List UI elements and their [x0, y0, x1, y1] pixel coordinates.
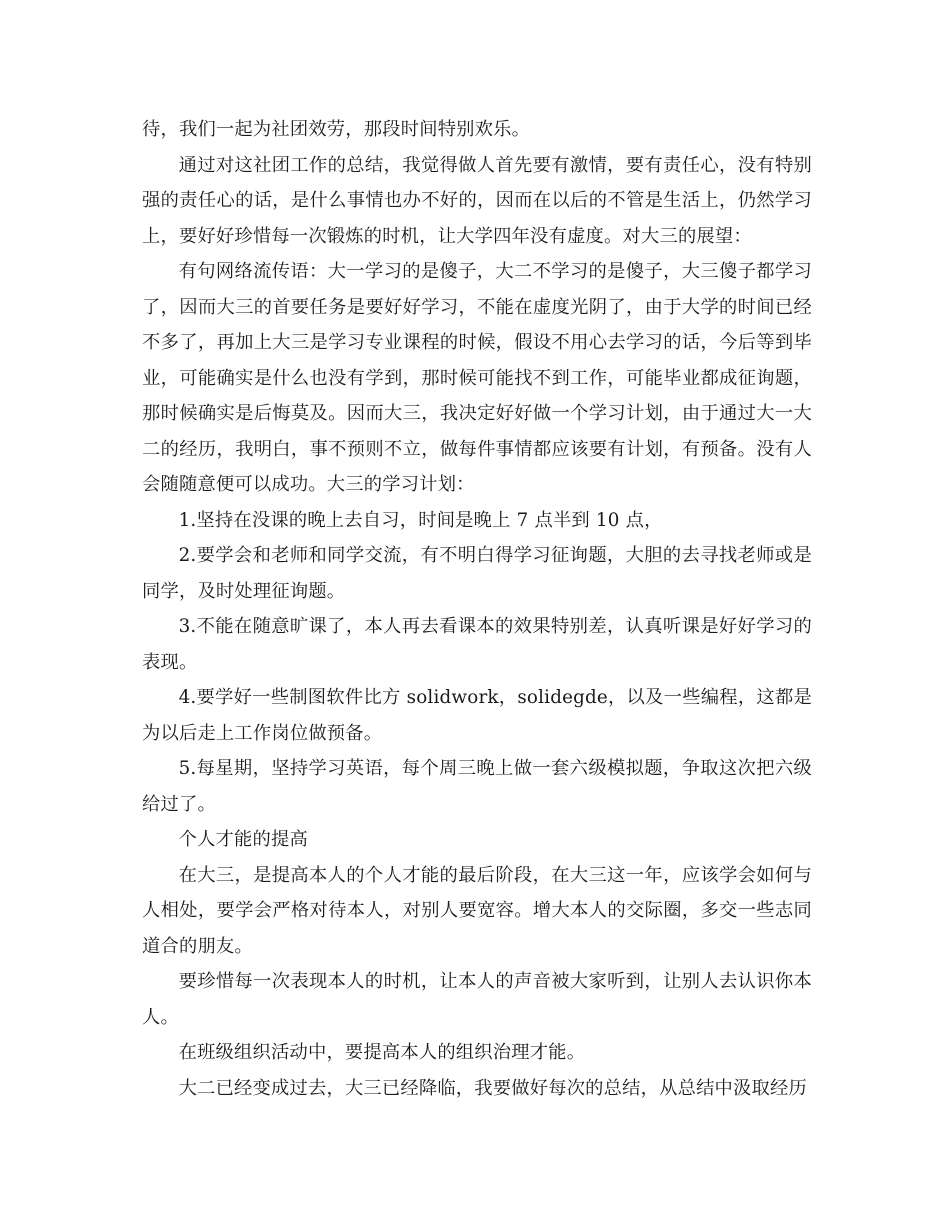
paragraph-continuation: 待，我们一起为社团效劳，那段时间特别欢乐。: [142, 119, 531, 140]
paragraph-organization-skills: 在班级组织活动中，要提高本人的组织治理才能。: [178, 1042, 586, 1063]
paragraph-closing: 大二已经变成过去，大三已经降临，我要做好每次的总结，从总结中汲取经历: [178, 1077, 807, 1099]
paragraph-self-expression: 要珍惜每一次表现本人的时机，让本人的声音被大家听到，让别人去认识你本人。: [142, 971, 812, 1028]
plan-item-3: 3.不能在随意旷课了，本人再去看课本的效果特别差，认真听课是好好学习的表现。: [142, 616, 812, 673]
plan-item-2: 2.要学会和老师和同学交流，有不明白得学习征询题，大胆的去寻找老师或是同学，及时处理征询题。: [142, 545, 812, 602]
paragraph-club-summary: 通过对这社团工作的总结，我觉得做人首先要有激情，要有责任心，没有特别强的责任心的话，是什么事情也办不好的，因而在以后的不管是生活上，仍然学习上，要好好珍惜每一次锻炼的时机，让大学四年没有虚度。对大三的展望：: [142, 154, 812, 247]
paragraph-personal-ability: 在大三，是提高本人的个人才能的最后阶段，在大三这一年，应该学会如何与人相处，要学会严格对待本人，对别人要宽容。增大本人的交际圈，多交一些志同道合的朋友。: [142, 864, 812, 957]
plan-item-5: 5.每星期，坚持学习英语，每个周三晚上做一套六级模拟题，争取这次把六级给过了。: [142, 758, 812, 815]
document-body: [142, 112, 812, 1106]
plan-item-4: 4.要学好一些制图软件比方 solidwork，solidegde，以及一些编程，这都是为以后走上工作岗位做预备。: [142, 687, 812, 744]
plan-item-1: 1.坚持在没课的晚上去自习，时间是晚上 7 点半到 10 点，: [178, 509, 663, 531]
section-heading-personal-ability: 个人才能的提高: [178, 829, 308, 850]
paragraph-junior-year-outlook: 有句网络流传语：大一学习的是傻子，大二不学习的是傻子，大三傻子都学习了，因而大三的首要任务是要好好学习，不能在虚度光阴了，由于大学的时间已经不多了，再加上大三是学习专业课程的时候，假设不用心去学习的话，今后等到毕业，可能确实是什么也没有学到，那时候可能找不到工作，可能毕业都成征询题，那时候确实是后悔莫及。因而大三，我决定好好做一个学习计划，由于通过大一大二的经历，我明白，事不预则不立，做每件事情都应该要有计划，有预备。没有人会随随意便可以成功。大三的学习计划：: [142, 261, 812, 495]
